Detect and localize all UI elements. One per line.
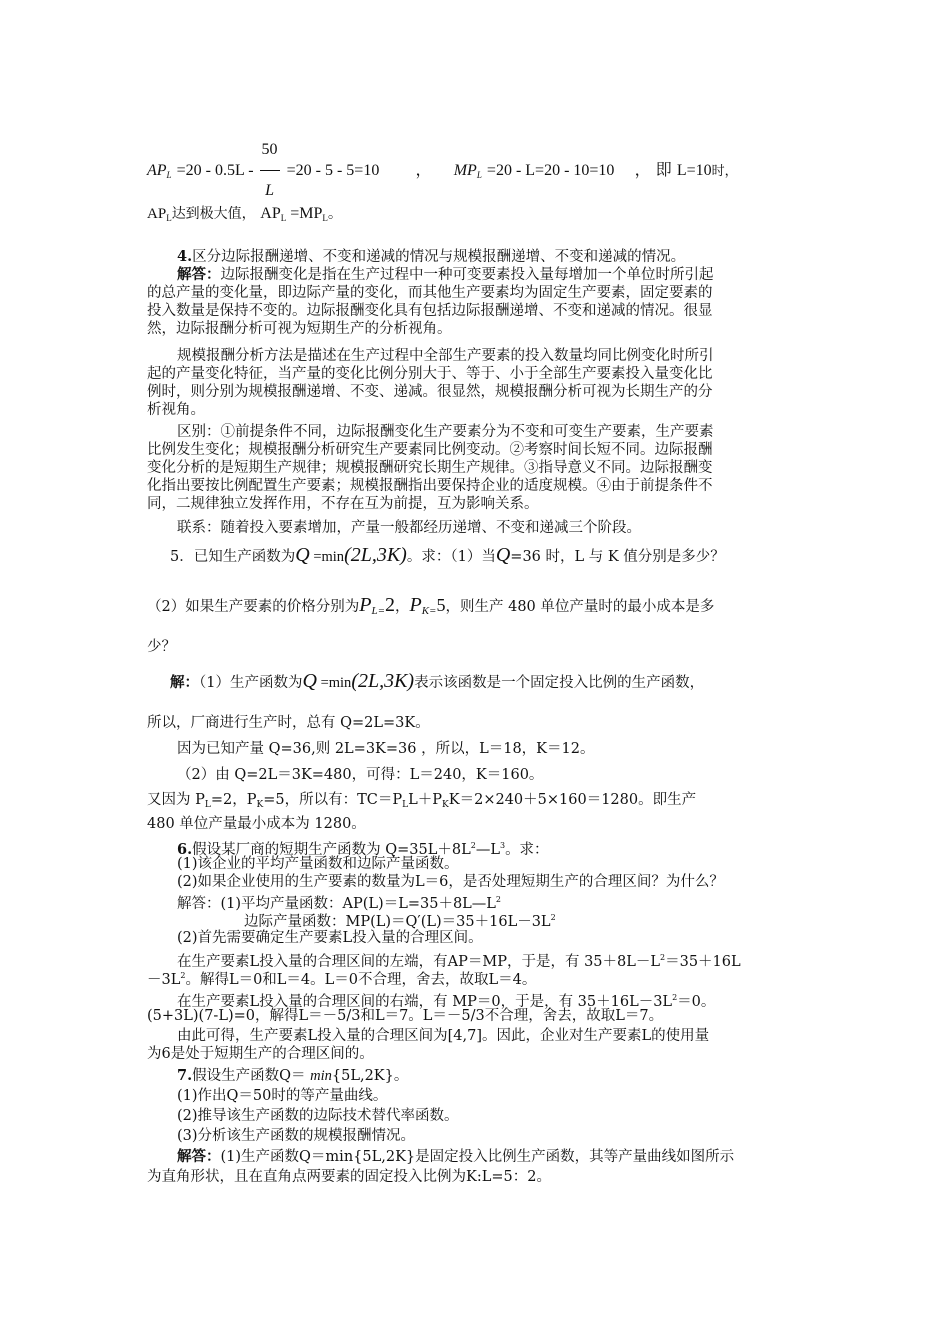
q4-p2-l1: 规模报酬分析方法是描述在生产过程中全部生产要素的投入数量均同比例变化时所引: [177, 348, 714, 364]
q7-title: 7.假设生产函数Q＝ min{5L,2K}。: [177, 1067, 409, 1084]
q5-ans-line1: 解：（1）生产函数为Q =min(2L,3K)表示该函数是一个固定投入比例的生产函数，: [170, 670, 705, 692]
q6-ans2: 边际产量函数：$MP(L)=Q'(L)=35+16L-3L^2$: [244, 913, 556, 930]
q6-item1: (1)该企业的平均产量函数和边际产量函数。: [177, 856, 459, 872]
q4-title: 4.区分边际报酬递增、不变和递减的情况与规模报酬递增、不变和递减的情况。: [177, 248, 686, 265]
q6-item2: (2)如果企业使用的生产要素的数量为L＝6，是否处理短期生产的合理区间？为什么？: [177, 874, 724, 890]
q6-ans5-l1: 在生产要素L投入量的合理区间的右端，有 MP＝0，于是，有 $35+16L-3L^2=0$。: [177, 993, 716, 1010]
q5-line1: 5．已知生产函数为Q =min(2L,3K)。求：（1）当Q=36 时，L 与 K 值分别是多少？: [170, 544, 725, 566]
q6-title: 6.假设某厂商的短期生产函数为 $Q=35L+8L^2—L^3$。求：: [177, 841, 549, 858]
l-equals-10: L=10: [676, 162, 712, 179]
q7-ans-l2: 为直角形状，且在直角点两要素的固定投入比例为K:L=5：2。: [147, 1169, 551, 1185]
q6-ans1: 解答：(1)平均产量函数：$AP(L)=L=35+8L—L^2$: [177, 895, 502, 912]
q5-ans-line4: （2）由 Q=2L＝3K=480，可得：L＝240，K＝160。: [177, 767, 544, 783]
max-line: $AP_L$达到极大值， $AP_L =MP_L$。: [147, 205, 343, 223]
q4-p2-l4: 析视角。: [147, 402, 205, 418]
q4-p1-l4: 然，边际报酬分析可视为短期生产的分析视角。: [147, 321, 452, 337]
q4-p2-l2: 起的产量变化特征，当产量的变化比例分别大于、等于、小于全部生产要素投入量变化比: [147, 366, 713, 382]
q5-line2: （2）如果生产要素的价格分别为$P_{L=}2$，$P_{K=}5$，则生产 480 单位产量时的最小成本是多: [147, 594, 715, 617]
q4-p1-l1: 解答：边际报酬变化是指在生产过程中一种可变要素投入量每增加一个单位时所引起: [177, 266, 714, 283]
comma-2: ，: [634, 160, 651, 179]
q6-ans6-l2: 为6是处于短期生产的合理区间的。: [147, 1046, 374, 1062]
q6-ans3: (2)首先需要确定生产要素L投入量的合理区间。: [177, 930, 483, 946]
q7-item2: (2)推导该生产函数的边际技术替代率函数。: [177, 1108, 459, 1124]
q7-ans-l1: 解答：(1)生产函数Q＝min{5L,2K}是固定投入比例生产函数，其等产量曲线如图所示: [177, 1148, 735, 1165]
q7-item3: (3)分析该生产函数的规模报酬情况。: [177, 1128, 416, 1144]
q4-p1-l3: 投入数量是保持不变的。边际报酬变化具有包括边际报酬递增、不变和递减的情况。很显: [147, 303, 713, 319]
q6-ans4-l1: 在生产要素L投入量的合理区间的左端，有AP＝MP，于是，有 $35+8L-L^2=35+16L$: [177, 953, 741, 970]
q4-p3-l2: 比例发生变化；规模报酬分析研究生产要素同比例变动。②考察时间长短不同。边际报酬: [147, 442, 713, 458]
apl-eq-mpl: $AP_L =MP_L$: [260, 205, 328, 223]
comma-1: ，: [415, 160, 432, 179]
q4-p3-l4: 化指出要按比例配置生产要素；规模报酬指出要保持企业的适度规模。④由于前提条件不: [147, 478, 713, 494]
q5-ans-line3: 因为已知产量 Q=36,则 2L=3K=36 ，所以，L＝18，K＝12。: [177, 741, 595, 757]
q5-ans-line2: 所以，厂商进行生产时，总有 Q=2L=3K。: [147, 715, 430, 731]
q5-ans-line5: 又因为 $P_L=2$，$P_K=5$，所以有：$TC=P_LL+P_KK=2\times 240+5\times 160=1280$。即生产: [147, 792, 697, 810]
q-symbol: Q: [295, 544, 310, 566]
fraction-50-over-l: $\frac{50}{L}$: [260, 130, 280, 211]
q5-ans-line6: 480 单位产量最小成本为 1280。: [147, 816, 366, 832]
q6-ans5-l2: (5+3L)(7-L)=0，解得L＝－5/3和L＝7。L＝－5/3不合理，舍去，故取L＝7。: [147, 1008, 664, 1024]
q4-p2-l3: 例时，则分别为规模报酬递增、不变、递减。很显然，规模报酬分析可视为长期生产的分: [147, 384, 713, 400]
apl-expr-left: =20 - 0.5L -: [176, 162, 258, 179]
shi-text: 时，: [711, 164, 738, 179]
formula-apl-line: [147, 130, 807, 199]
q4-p3-l1: 区别：①前提条件不同，边际报酬变化生产要素分为不变和可变生产要素，生产要素: [177, 424, 714, 440]
q4-p4: 联系：随着投入要素增加，产量一般都经历递增、不变和递减三个阶段。: [177, 520, 641, 536]
q4-p3-l5: 同，二规律独立发挥作用，不存在互为前提，互为影响关系。: [147, 496, 539, 512]
q4-p1-l2: 的总产量的变化量，即边际产量的变化，而其他生产要素均为固定生产要素，固定要素的: [147, 285, 713, 301]
q5-line3: 少？: [147, 639, 176, 655]
apl-expr-right: =20 - 5 - 5=10: [286, 162, 380, 179]
q4-p3-l3: 变化分析的是短期生产规律；规模报酬研究长期生产规律。③指导意义不同。边际报酬变: [147, 460, 713, 476]
mpl-expr: =20 - L=20 - 10=10: [486, 162, 615, 179]
ji-text: 即: [655, 160, 677, 179]
apl-label: $AP_L$: [147, 206, 172, 223]
mpl-symbol: $MP_L$: [453, 162, 482, 180]
q7-item1: (1)作出Q＝50时的等产量曲线。: [177, 1088, 388, 1104]
q6-ans6-l1: 由此可得，生产要素L投入量的合理区间为[4,7]。因此，企业对生产要素L的使用量: [177, 1028, 710, 1044]
q6-ans4-l2: $-3L^2$。解得L＝0和L＝4。L＝0不合理，舍去，故取L＝4。: [147, 971, 537, 988]
apl-symbol: $AP_L$: [147, 162, 172, 180]
